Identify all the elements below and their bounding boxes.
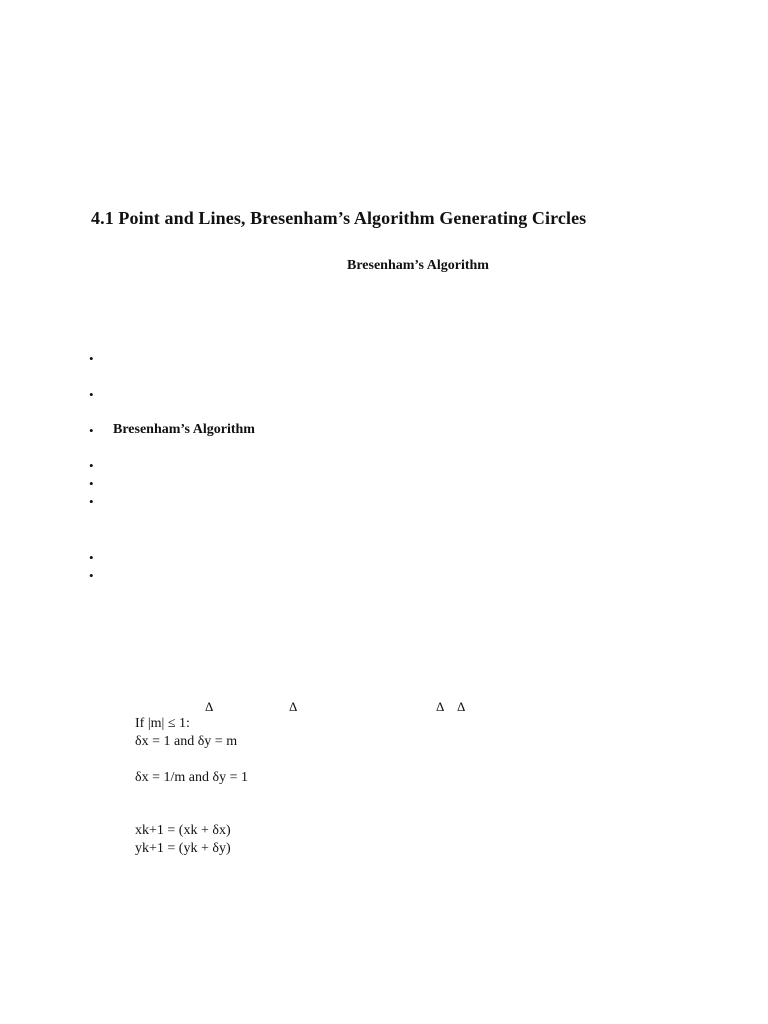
- section-subheading: Bresenham’s Algorithm: [347, 258, 489, 273]
- delta-symbol: Δ: [436, 699, 445, 714]
- section-heading: 4.1 Point and Lines, Bresenham’s Algorithm Generating Circles: [91, 208, 587, 228]
- formula-condition: If |m| ≤ 1:: [135, 716, 190, 731]
- delta-symbol: Δ: [457, 699, 466, 714]
- bullet-marker: •: [89, 387, 94, 402]
- delta-symbol: Δ: [289, 699, 298, 714]
- formula-y-update: yk+1 = (yk + δy): [135, 841, 231, 856]
- bullet-marker: •: [89, 476, 94, 491]
- formula-x-update: xk+1 = (xk + δx): [135, 823, 231, 838]
- bullet-marker: •: [89, 550, 94, 565]
- bullet-marker: •: [89, 494, 94, 509]
- bullet-item-label: Bresenham’s Algorithm: [113, 422, 255, 437]
- bullet-marker: •: [89, 568, 94, 583]
- delta-symbol: Δ: [205, 699, 214, 714]
- formula-case-2: δx = 1/m and δy = 1: [135, 770, 248, 785]
- bullet-marker: •: [89, 458, 94, 473]
- formula-case-1: δx = 1 and δy = m: [135, 734, 238, 749]
- bullet-marker: •: [89, 423, 94, 438]
- bullet-marker: •: [89, 351, 94, 366]
